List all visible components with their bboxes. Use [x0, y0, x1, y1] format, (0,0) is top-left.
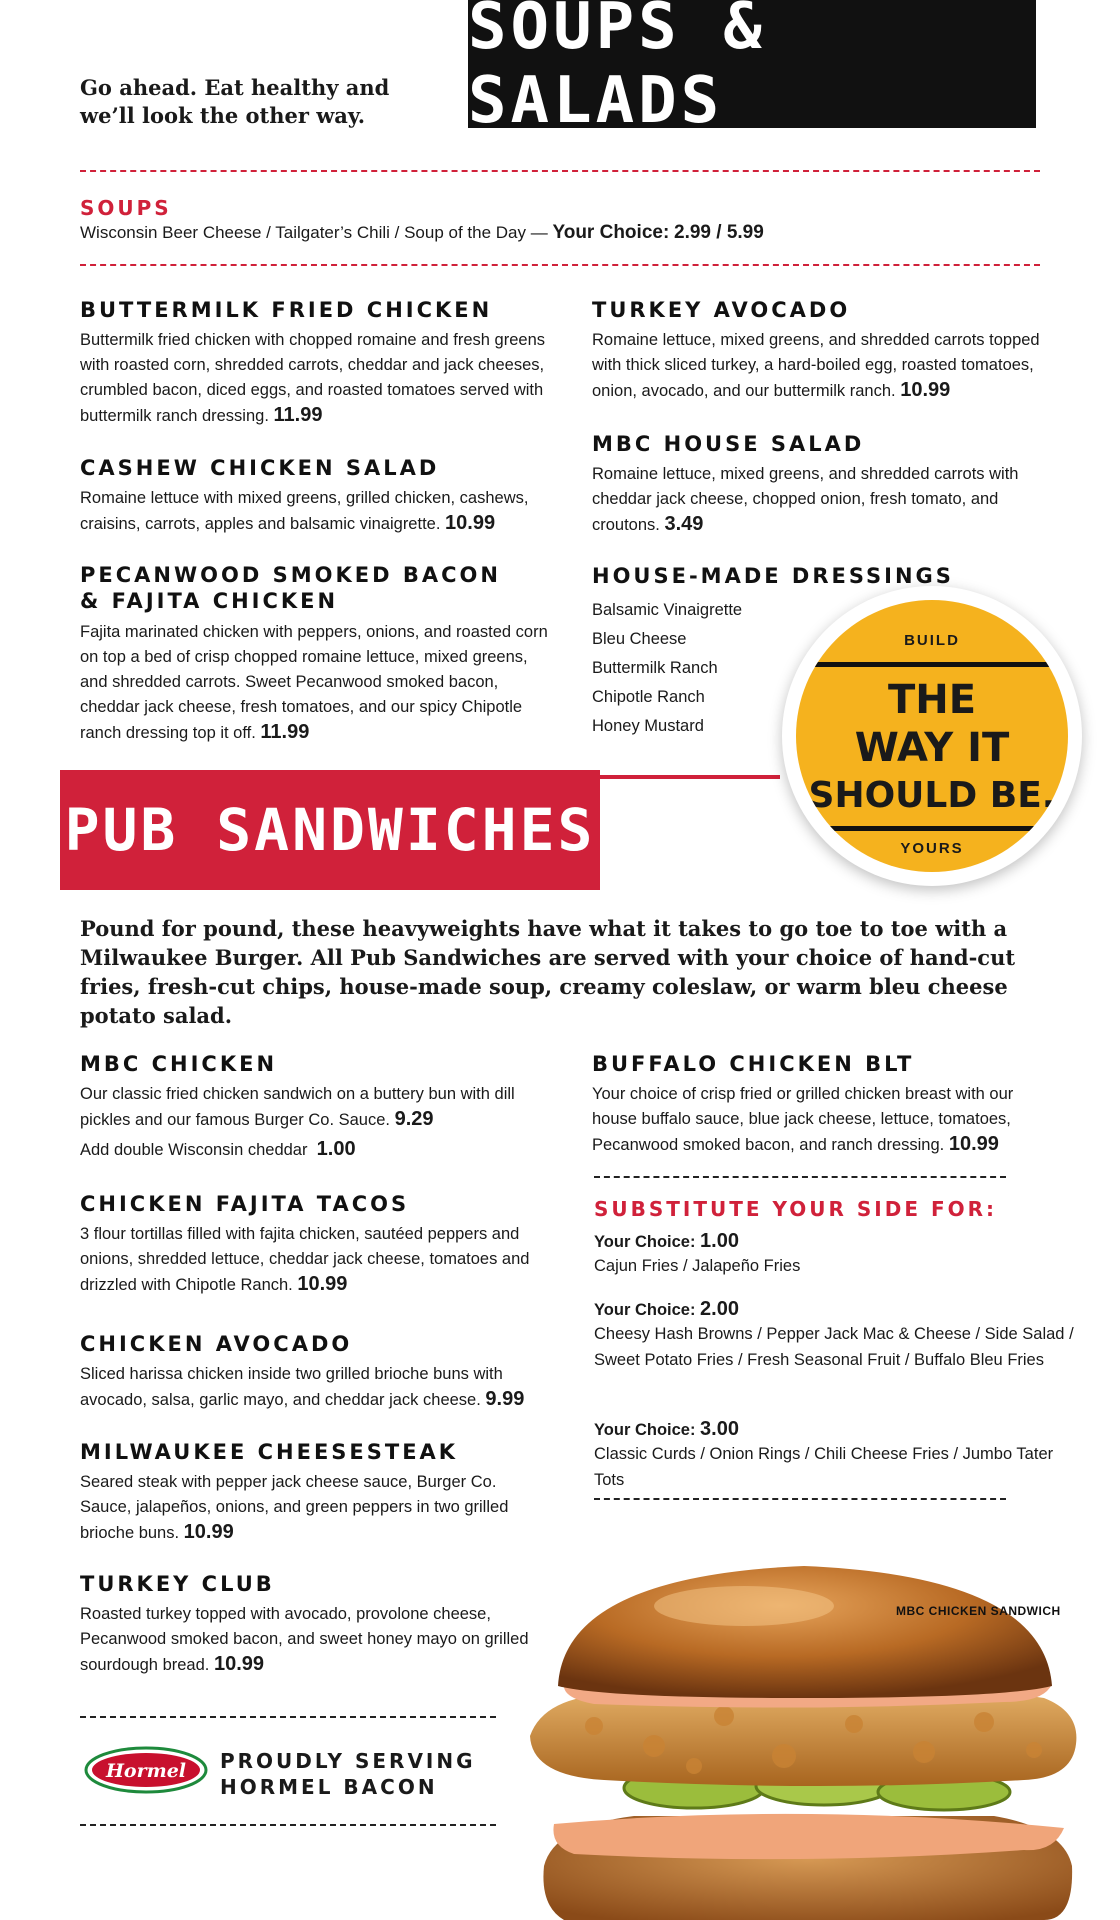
item-price: 11.99	[260, 721, 310, 743]
substitute-group	[594, 1418, 1074, 1493]
item-description: Roasted turkey topped with avocado, provolone cheese, Pecanwood smoked bacon, and sweet honey mayo on grilled sourdough bread. 10.99	[80, 1605, 529, 1675]
item-name: MBC CHICKEN	[80, 1052, 278, 1076]
menu-item-mbc-house-salad	[592, 432, 1052, 538]
badge-bottom-text: YOURS	[900, 840, 964, 857]
item-price: 10.99	[213, 1653, 265, 1675]
substitute-group	[594, 1298, 1074, 1373]
badge-bar	[796, 826, 1068, 831]
hormel-line-1: PROUDLY SERVING	[220, 1749, 476, 1773]
item-description: Buttermilk fried chicken with chopped romaine and fresh greens with roasted corn, shredded carrots, cheddar and jack cheeses, crumbled bacon, diced eggs, and roasted tomatoes served with buttermilk ranch dressing. 11.99	[80, 331, 545, 426]
divider	[594, 1176, 1006, 1178]
addon-price: 1.00	[316, 1138, 356, 1160]
item-addon: Add double Wisconsin cheddar 1.00	[80, 1138, 356, 1160]
item-price: 9.99	[485, 1388, 525, 1410]
item-description: Your choice of crisp fried or grilled chicken breast with our house buffalo sauce, blue jack cheese, lettuce, tomatoes, Pecanwood smoked bacon, and ranch dressing. 10.99	[592, 1085, 1014, 1155]
hormel-line-2: HORMEL BACON	[220, 1775, 438, 1799]
item-name: MBC HOUSE SALAD	[592, 432, 865, 456]
item-price: 11.99	[273, 404, 323, 426]
menu-item-buttermilk-fried-chicken	[80, 298, 550, 429]
substitute-options: Cheesy Hash Browns / Pepper Jack Mac & Cheese / Side Salad / Sweet Potato Fries / Fresh Seasonal Fruit / Buffalo Bleu Fries	[594, 1325, 1074, 1369]
section-title-soups-salads: SOUPS & SALADS	[468, 0, 1036, 128]
item-price: 9.29	[394, 1108, 434, 1130]
tagline: Go ahead. Eat healthy and we’ll look the other way.	[80, 75, 390, 128]
menu-item-pecanwood-bacon-fajita-chicken	[80, 562, 550, 746]
divider	[594, 1498, 1006, 1500]
badge-top-text: BUILD	[904, 632, 960, 649]
build-it-badge	[782, 586, 1082, 886]
item-name: BUFFALO CHICKEN BLT	[592, 1052, 915, 1076]
badge-main-text: THE WAY IT SHOULD BE.	[808, 677, 1056, 816]
item-name: CHICKEN FAJITA TACOS	[80, 1192, 410, 1216]
menu-item-chicken-fajita-tacos	[80, 1192, 540, 1298]
substitute-choice: Your Choice: 2.00	[594, 1298, 739, 1320]
sandwich-photo	[524, 1566, 1084, 1920]
item-description: Romaine lettuce, mixed greens, and shredded carrots topped with thick sliced turkey, a hard-boiled egg, roasted tomatoes, onion, avocado, and our buttermilk ranch. 10.99	[592, 331, 1040, 401]
item-name: PECANWOOD SMOKED BACON & FAJITA CHICKEN	[80, 563, 501, 613]
item-price: 10.99	[445, 512, 496, 534]
substitute-price: 1.00	[700, 1230, 739, 1252]
dressing-item: Bleu Cheese	[592, 630, 687, 648]
menu-item-mbc-chicken	[80, 1052, 540, 1163]
item-name: BUTTERMILK FRIED CHICKEN	[80, 298, 493, 322]
svg-text:Hormel: Hormel	[105, 1760, 187, 1782]
substitute-group	[594, 1230, 1074, 1279]
dressing-item: Balsamic Vinaigrette	[592, 601, 743, 619]
divider	[80, 170, 1040, 172]
section-title-pub-sandwiches: PUB SANDWICHES	[60, 770, 600, 890]
item-description: Our classic fried chicken sandwich on a buttery bun with dill pickles and our famous Burger Co. Sauce. 9.29	[80, 1085, 515, 1130]
substitute-title: SUBSTITUTE YOUR SIDE FOR:	[594, 1197, 998, 1221]
hormel-logo	[84, 1746, 208, 1794]
dressing-item: Buttermilk Ranch	[592, 659, 718, 677]
menu-item-buffalo-chicken-blt	[592, 1052, 1062, 1158]
soups-options: Wisconsin Beer Cheese / Tailgater’s Chili / Soup of the Day —	[80, 223, 553, 242]
badge-circle	[796, 600, 1068, 872]
substitute-options: Cajun Fries / Jalapeño Fries	[594, 1257, 801, 1275]
soups-line	[80, 222, 764, 244]
menu-item-chicken-avocado	[80, 1332, 540, 1413]
badge-bar	[796, 662, 1068, 667]
soups-price: 2.99 / 5.99	[674, 222, 764, 243]
item-name: CASHEW CHICKEN SALAD	[80, 456, 440, 480]
menu-item-turkey-avocado	[592, 298, 1052, 404]
item-name: TURKEY AVOCADO	[592, 298, 851, 322]
menu-item-turkey-club	[80, 1572, 540, 1678]
banner-rule	[600, 775, 780, 779]
soups-choice-label: Your Choice:	[552, 222, 670, 243]
menu-item-cashew-chicken-salad	[80, 456, 550, 537]
item-description: Sliced harissa chicken inside two grilled brioche buns with avocado, salsa, garlic mayo, and cheddar jack cheese. 9.99	[80, 1365, 525, 1410]
divider	[80, 1824, 496, 1826]
item-price: 10.99	[183, 1521, 234, 1543]
item-description: Romaine lettuce with mixed greens, grilled chicken, cashews, craisins, carrots, apples and balsamic vinaigrette. 10.99	[80, 489, 529, 534]
substitute-price: 3.00	[700, 1418, 739, 1440]
substitute-price: 2.00	[700, 1298, 739, 1320]
item-description: Seared steak with pepper jack cheese sauce, Burger Co. Sauce, jalapeños, onions, and green peppers in two grilled brioche buns. 10.99	[80, 1473, 509, 1543]
soups-label: SOUPS	[80, 196, 172, 220]
substitute-choice: Your Choice: 3.00	[594, 1418, 739, 1440]
item-price: 10.99	[297, 1273, 348, 1295]
hormel-text	[220, 1748, 476, 1800]
substitute-choice: Your Choice: 1.00	[594, 1230, 739, 1252]
menu-item-milwaukee-cheesesteak	[80, 1440, 540, 1546]
item-price: 10.99	[948, 1133, 999, 1155]
pub-intro: Pound for pound, these heavyweights have what it takes to go toe to toe with a Milwaukee Burger. All Pub Sandwiches are served with your choice of hand-cut fries, fresh-cut chips, house-made soup, creamy coleslaw, or warm bleu cheese potato salad.	[80, 916, 1016, 1028]
dressing-item: Honey Mustard	[592, 717, 704, 735]
dressings-title: HOUSE-MADE DRESSINGS	[592, 564, 954, 588]
photo-caption: MBC CHICKEN SANDWICH	[896, 1604, 1061, 1618]
item-price: 10.99	[900, 379, 951, 401]
item-name: MILWAUKEE CHEESESTEAK	[80, 1440, 459, 1464]
item-description: Fajita marinated chicken with peppers, onions, and roasted corn on top a bed of crisp chopped romaine lettuce, mixed greens, and shredded carrots. Sweet Pecanwood smoked bacon, cheddar jack cheese, fresh tomatoes, and our spicy Chipotle ranch dressing top it off. 11.99	[80, 623, 548, 743]
divider	[80, 264, 1040, 266]
item-name: TURKEY CLUB	[80, 1572, 275, 1596]
item-description: 3 flour tortillas filled with fajita chicken, sautéed peppers and onions, shredded lettuce, cheddar jack cheese, tomatoes and drizzled with Chipotle Ranch. 10.99	[80, 1225, 530, 1295]
substitute-options: Classic Curds / Onion Rings / Chili Cheese Fries / Jumbo Tater Tots	[594, 1445, 1054, 1489]
item-price: 3.49	[664, 513, 704, 535]
item-name: CHICKEN AVOCADO	[80, 1332, 353, 1356]
divider	[80, 1716, 496, 1718]
dressing-item: Chipotle Ranch	[592, 688, 705, 706]
item-description: Romaine lettuce, mixed greens, and shredded carrots with cheddar jack cheese, chopped onion, fresh tomato, and croutons. 3.49	[592, 465, 1019, 535]
